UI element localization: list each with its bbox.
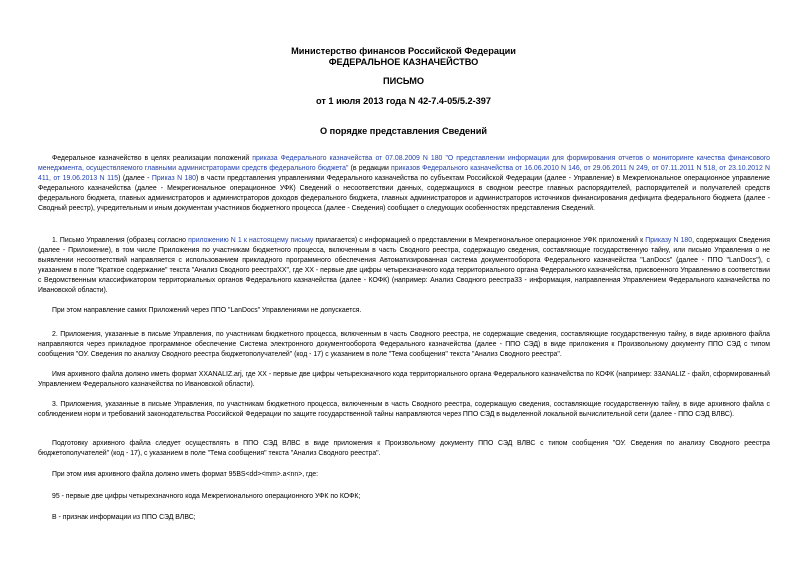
p1-text-c: ) (далее - [118,175,152,182]
link-appendix-1[interactable]: приложению N 1 к настоящему письму [188,237,314,244]
link-prikaz-180[interactable]: Приказ N 180 [151,175,197,182]
link-amending-orders[interactable]: приказов Федерального казначейства от 16.06.2010 N 146, от 29.06.2011 N 249, от 07.11.2011 N 518, от 23.10.2012 N 411, от 19.06.2013 N 115 [38,165,770,182]
paragraph-archive-name: Имя архивного файла должно иметь формат XXANALIZ.arj, где XX - первые две цифры четырехзначного кода территориального органа Федерального казначейства по КОФК (например: 33ANALIZ - файл, сформированный Управлением Федерального казначейства по Ивановской области). [38,371,770,388]
p1-text-a: Федеральное казначейство в целях реализации положений [52,155,253,162]
link-order-180[interactable]: приказа Федерального казначейства от 07.08.2009 N 180 "О представлении информации для формирования отчетов о мониторинге качества финансового менеджмента, осуществляемого главными администраторами средств федерального бюджета" [38,155,771,172]
paragraph-item-1 [38,236,770,296]
paragraph-item-2: 2. Приложения, указанные в письме Управления, по участникам бюджетного процесса, включенным в часть Сводного реестра, не содержащие сведения, составляющие государственную тайну, в виде архивного файла направляются через прикладное программное обеспечение Система электронного документооборота Федерального казначейства (далее - ППО СЭД) в виде приложения к Произвольному документу ППО СЭД с типом сообщения "ОУ. Сведения по анализу Сводного реестра бюджетополучателей" (код - 17) с указанием в поле "Тема сообщения" текста "Анализ Сводного реестра". [38,331,770,358]
p1-text-d: ) в части представления управлениями Федерального казначейства по субъектам Российской Федерации (далее - Управление) в Межрегиональное операционное управление Федерального казначейства (далее - Межрегиональное операционное УФК) Сведений о несоответствии данных, содержащихся в сводном реестре главных распорядителей, распорядителей и получателей средств федерального бюджета, главных администраторов и администраторов доходов федерального бюджета, главных администраторов и администраторов источников финансирования дефицита федерального бюджета (далее - Сводный реестр), учредительным и иным документам участников бюджетного процесса (далее - Сведения) сообщает о следующих особенностях представления Сведений. [38,175,770,212]
paragraph-landocs-note: При этом направление самих Приложений через ППО "LanDocs" Управлениями не допускается. [52,307,362,314]
p2-text-c: , содержащих Сведения (далее - Приложение), в том числе Приложения по участникам бюджетного процесса, включенным в часть Сводного реестра, содержащую сведения, составляющие государственную тайну, или письмо Управления о не выявлении несоответствий направляется с использованием прикладного программного обеспечения Автоматизированная система документооборота Федерального казначейства "LanDocs" (далее - ППО "LanDocs"), с указанием в поле "Краткое содержание" текста "Анализ Сводного реестраXX", где XX - первые две цифры четырехзначного кода территориального органа Федерального казначейства, присвоенного Управлению в соответствии с Ведомственным классификатором территориальных органов Федерального казначейства (далее - КОФК) (например: Анализ Сводного реестра33 - информация, направленная Управлением Федерального казначейства по Ивановской области). [38,237,770,294]
document-date-number: от 1 июля 2013 года N 42-7.4-05/5.2-397 [315,96,492,106]
paragraph-item-3: 3. Приложения, указанные в письме Управления, по участникам бюджетного процесса, включенным в часть Сводного реестра, содержащую сведения, составляющие государственную тайну, в виде архивного файла с соблюдением норм и требований законодательства Российской Федерации по защите государственной тайны направляются через ППО СЭД в выделенной локальной вычислительной сети (далее - ППО СЭД ВЛВС). [38,401,770,418]
paragraph-archive-prep: Подготовку архивного файла следует осуществлять в ППО СЭД ВЛВС в виде приложения к Произвольному документу ППО СЭД ВЛВС с типом сообщения "ОУ. Сведения по анализу Сводного реестра бюджетополучателей" (код - 17), с указанием в поле "Тема сообщения" текста "Анализ Сводного реестра". [38,440,770,457]
paragraph-intro [38,154,770,214]
p2-text-a: 1. Письмо Управления (образец согласно [52,237,189,244]
p1-text-b: (в редакции [348,165,391,172]
agency-name: ФЕДЕРАЛЬНОЕ КАЗНАЧЕЙСТВО [328,57,479,67]
paragraph-archive-format: При этом имя архивного файла должно иметь формат 95BS<dd><mm>.a<nn>, где: [52,471,319,478]
document-subject: О порядке представления Сведений [319,126,488,136]
paragraph-code-95: 95 - первые две цифры четырехзначного кода Межрегионального операционного УФК по КОФК; [52,493,361,500]
document-type: ПИСЬМО [382,76,425,86]
p2-text-b: прилагается) с информацией о представлении в Межрегиональное операционное УФК приложений к [313,237,646,244]
ministry-name: Министерство финансов Российской Федерации [291,46,516,56]
paragraph-flag-b: B - признак информации из ППО СЭД ВЛВС; [52,514,196,521]
link-prikazu-180[interactable]: Приказу N 180 [645,237,693,244]
